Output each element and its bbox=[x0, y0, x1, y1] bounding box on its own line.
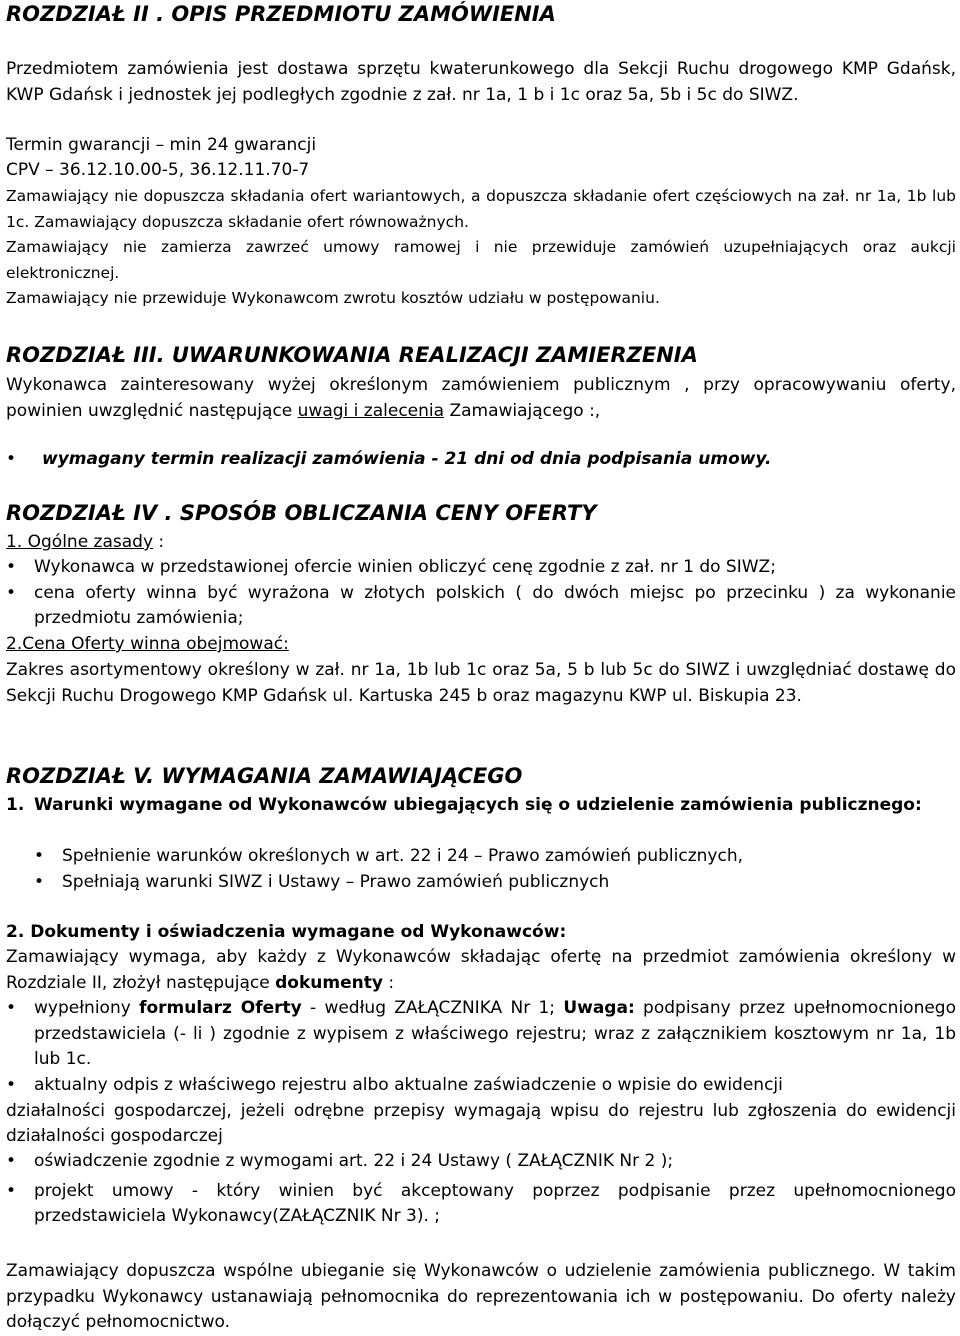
price-rule-text: Wykonawca w przedstawionej ofercie winien obliczyć cenę zgodnie z zał. nr 1 do SIWZ; bbox=[34, 557, 776, 577]
chapter-5-heading: ROZDZIAŁ V. WYMAGANIA ZAMAWIAJĄCEGO bbox=[6, 764, 523, 788]
chapter-2-subject-paragraph: Przedmiotem zamówienia jest dostawa sprzętu kwaterunkowego dla Sekcji Ruchu drogowego KMP Gdańsk, KWP Gdańsk i jednostek jej podległych zgodnie z zał. nr 1a, 1 b i 1c oraz 5a, 5b i 5c do SIWZ. bbox=[6, 59, 956, 105]
price-rule-text: cena oferty winna być wyrażona w złotych polskich ( do dwóch miejsc po przecinku ) za wykonanie przedmiotu zamówienia; bbox=[34, 582, 956, 628]
bullet-icon: • bbox=[6, 998, 17, 1018]
cost-refund-paragraph: Zamawiający nie przewiduje Wykonawcom zwrotu kosztów udziału w postępowaniu. bbox=[6, 289, 660, 307]
bullet-icon: • bbox=[6, 582, 17, 603]
framework-agreement-paragraph: Zamawiający nie zamierza zawrzeć umowy ramowej i nie przewiduje zamówień uzupełniających oraz aukcji elektronicznej. bbox=[6, 238, 956, 282]
documents-intro: Zamawiający wymaga, aby każdy z Wykonawców składając ofertę na przedmiot zamówienia określony w Rozdziale II, złożył następujące dokumenty : bbox=[6, 947, 956, 993]
list-item: • Spełnienie warunków określonych w art. 22 i 24 – Prawo zamówień publicznych, bbox=[6, 844, 956, 870]
list-item: • Spełniają warunki SIWZ i Ustawy – Prawo zamówień publicznych bbox=[6, 870, 956, 896]
cpv-codes: CPV – 36.12.10.00-5, 36.12.11.70-7 bbox=[6, 160, 310, 180]
documents-list bbox=[6, 996, 956, 1073]
chapter-3-heading: ROZDZIAŁ III. UWARUNKOWANIA REALIZACJI ZAMIERZENIA bbox=[6, 343, 698, 367]
list-item: • projekt umowy - który winien być akceptowany poprzez podpisanie przez upełnomocnionego przedstawiciela Wykonawcy(ZAŁĄCZNIK Nr 3). ; bbox=[6, 1180, 956, 1226]
conditions-list bbox=[6, 844, 956, 895]
list-item bbox=[6, 449, 956, 469]
chapter-2-heading: ROZDZIAŁ II . OPIS PRZEDMIOTU ZAMÓWIENIA bbox=[6, 2, 556, 26]
joint-application-paragraph: Zamawiający dopuszcza wspólne ubieganie się Wykonawców o udzielenie zamówienia publicznego. W takim przypadku Wykonawcy ustanawiają pełnomocnika do reprezentowania ich w postępowaniu. Do oferty należy dołączyć pełnomocnictwo. bbox=[6, 1261, 956, 1332]
bullet-icon: • bbox=[6, 1180, 17, 1201]
warranty-term: Termin gwarancji – min 24 gwarancji bbox=[6, 135, 317, 155]
chapter-3-bullets bbox=[6, 449, 956, 469]
list-item: • oświadczenie zgodnie z wymogami art. 22 i 24 Ustawy ( ZAŁĄCZNIK Nr 2 ); bbox=[6, 1149, 956, 1175]
chapter-4-heading: ROZDZIAŁ IV . SPOSÓB OBLICZANIA CENY OFERTY bbox=[6, 501, 597, 525]
variant-offers-paragraph: Zamawiający nie dopuszcza składania ofert wariantowych, a dopuszcza składanie ofert częściowych na zał. nr 1a, 1b lub 1c. Zamawiający dopuszcza składanie ofert równoważnych. bbox=[6, 187, 956, 231]
general-rules-label: 1. Ogólne zasady : bbox=[6, 532, 165, 552]
bullet-icon: • bbox=[34, 871, 45, 892]
documents-title: 2. Dokumenty i oświadczenia wymagane od Wykonawców: bbox=[6, 922, 567, 942]
price-rules-list bbox=[6, 555, 956, 632]
bullet-icon: • bbox=[6, 449, 17, 469]
bullet-icon: • bbox=[6, 557, 17, 577]
bullet-icon: • bbox=[6, 1075, 17, 1095]
list-item bbox=[6, 581, 956, 632]
price-scope-text: Zakres asortymentowy określony w zał. nr 1a, 1b lub 1c oraz 5a, 5 b lub 5c do SIWZ i uwzględniać dostawę do Sekcji Ruchu Drogowego KMP Gdańsk ul. Kartuska 245 b oraz magazynu KWP ul. Biskupia 23. bbox=[6, 660, 956, 706]
recommendations-underlined: uwagi i zalecenia bbox=[297, 400, 445, 421]
documents-list-continued bbox=[6, 1149, 956, 1230]
list-item: • aktualny odpis z właściwego rejestru albo aktualne zaświadczenie o wpisie do ewidencji działalności gospodarczej, jeżeli odrębne przepisy wymagają wpisu do rejestru lub zgłoszenia do ewidencji działalności gospodarczej bbox=[6, 1075, 956, 1146]
price-scope-label: 2.Cena Oferty winna obejmować: bbox=[6, 634, 289, 654]
deadline-text: wymagany termin realizacji zamówienia - 21 dni od dnia podpisania umowy. bbox=[42, 449, 772, 469]
list-item: • wypełniony formularz Oferty - według ZAŁĄCZNIKA Nr 1; Uwaga: podpisany przez upełnomocnionego przedstawiciela (- li ) zgodnie z wypisem z właściwego rejestru; wraz z załącznikiem kosztowym nr 1a, 1b lub 1c. bbox=[6, 998, 956, 1069]
bullet-icon: • bbox=[34, 846, 45, 866]
bullet-icon: • bbox=[6, 1151, 17, 1171]
chapter-3-intro: Wykonawca zainteresowany wyżej określonym zamówieniem publicznym , przy opracowywaniu oferty, powinien uwzględnić następujące uwagi i zalecenia Zamawiającego :, bbox=[6, 375, 956, 421]
conditions-title: 1. Warunki wymagane od Wykonawców ubiegających się o udzielenie zamówienia publicznego: bbox=[6, 795, 922, 815]
list-item bbox=[6, 555, 956, 581]
